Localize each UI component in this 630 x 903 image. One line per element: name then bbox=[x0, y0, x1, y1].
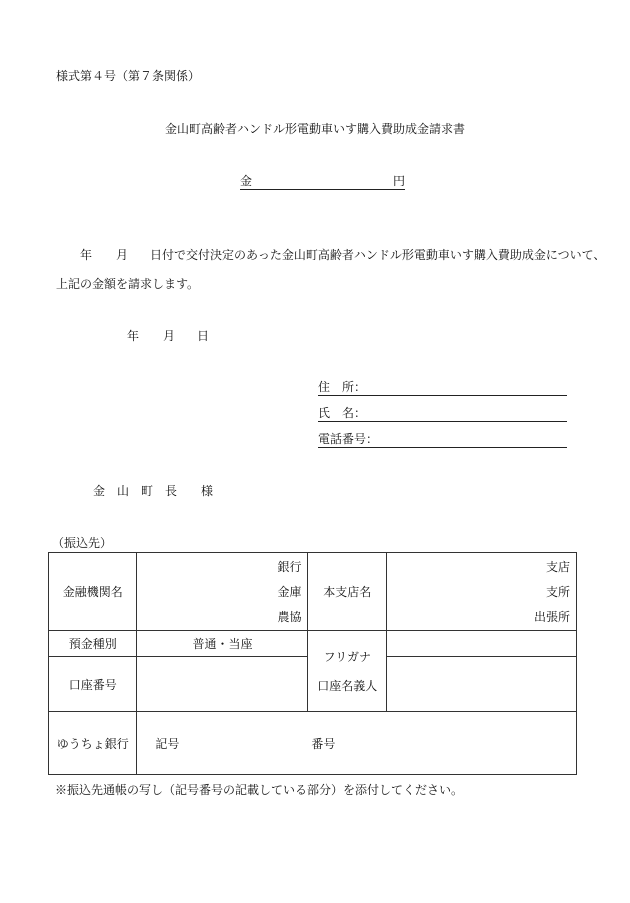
amount-field[interactable] bbox=[240, 172, 405, 190]
amount-suffix: 円 bbox=[392, 174, 405, 188]
holder-name-input[interactable] bbox=[387, 657, 577, 712]
phone-field[interactable] bbox=[318, 430, 567, 448]
body-month: 月 bbox=[116, 248, 129, 262]
bank-name-cell[interactable] bbox=[137, 553, 308, 631]
yucho-cell[interactable] bbox=[137, 712, 577, 775]
deposit-type-value[interactable]: 普通・当座 bbox=[137, 631, 308, 657]
account-number-label: 口座番号 bbox=[49, 657, 137, 712]
branch-type-shiten: 支店 bbox=[545, 560, 570, 574]
transfer-table bbox=[48, 552, 577, 775]
branch-type-shutchojo: 出張所 bbox=[533, 610, 570, 624]
body-line1-rest: 日付で交付決定のあった金山町高齢者ハンドル形電動車いす購入費助成金について、 bbox=[150, 248, 606, 262]
attachment-note: ※振込先通帳の写し（記号番号の記載している部分）を添付してください。 bbox=[55, 783, 464, 797]
document-title: 金山町高齢者ハンドル形電動車いす購入費助成金請求書 bbox=[164, 122, 465, 136]
bank-type-nokyo: 農協 bbox=[277, 610, 302, 624]
phone-label: 電話番号： bbox=[318, 432, 379, 446]
amount-prefix: 金 bbox=[240, 174, 253, 188]
form-number: 様式第４号（第７条関係） bbox=[56, 69, 201, 83]
branch-type-shisho: 支所 bbox=[545, 585, 570, 599]
name-label: 氏 名： bbox=[318, 406, 367, 420]
bank-type-shinkin: 金庫 bbox=[277, 585, 302, 599]
bank-label: 金融機関名 bbox=[49, 553, 137, 631]
date-year: 年 bbox=[127, 329, 140, 343]
date-day: 日 bbox=[197, 329, 210, 343]
request-text-line1 bbox=[56, 246, 605, 263]
holder-label: 口座名義人 bbox=[317, 679, 378, 693]
yucho-label: ゆうちょ銀行 bbox=[49, 712, 137, 775]
branch-label: 本支店名 bbox=[308, 553, 387, 631]
address-field[interactable] bbox=[318, 378, 567, 396]
account-number-input[interactable] bbox=[137, 657, 308, 712]
symbol-label: 記号 bbox=[155, 736, 180, 751]
number-label: 番号 bbox=[311, 736, 336, 751]
address-label: 住 所： bbox=[318, 380, 367, 394]
body-year: 年 bbox=[80, 248, 93, 262]
branch-name-cell[interactable] bbox=[387, 553, 577, 631]
name-field[interactable] bbox=[318, 404, 567, 422]
deposit-type-label: 預金種別 bbox=[49, 631, 137, 657]
furigana-input[interactable] bbox=[387, 631, 577, 657]
transfer-heading: （振込先） bbox=[52, 536, 113, 550]
request-date bbox=[127, 327, 209, 344]
furigana-label: フリガナ bbox=[323, 650, 371, 664]
bank-type-bank: 銀行 bbox=[277, 560, 302, 574]
request-text-line2: 上記の金額を請求します。 bbox=[56, 277, 200, 291]
holder-label-cell bbox=[308, 631, 387, 712]
date-month: 月 bbox=[163, 329, 176, 343]
addressee: 金 山 町 長 様 bbox=[93, 484, 214, 498]
